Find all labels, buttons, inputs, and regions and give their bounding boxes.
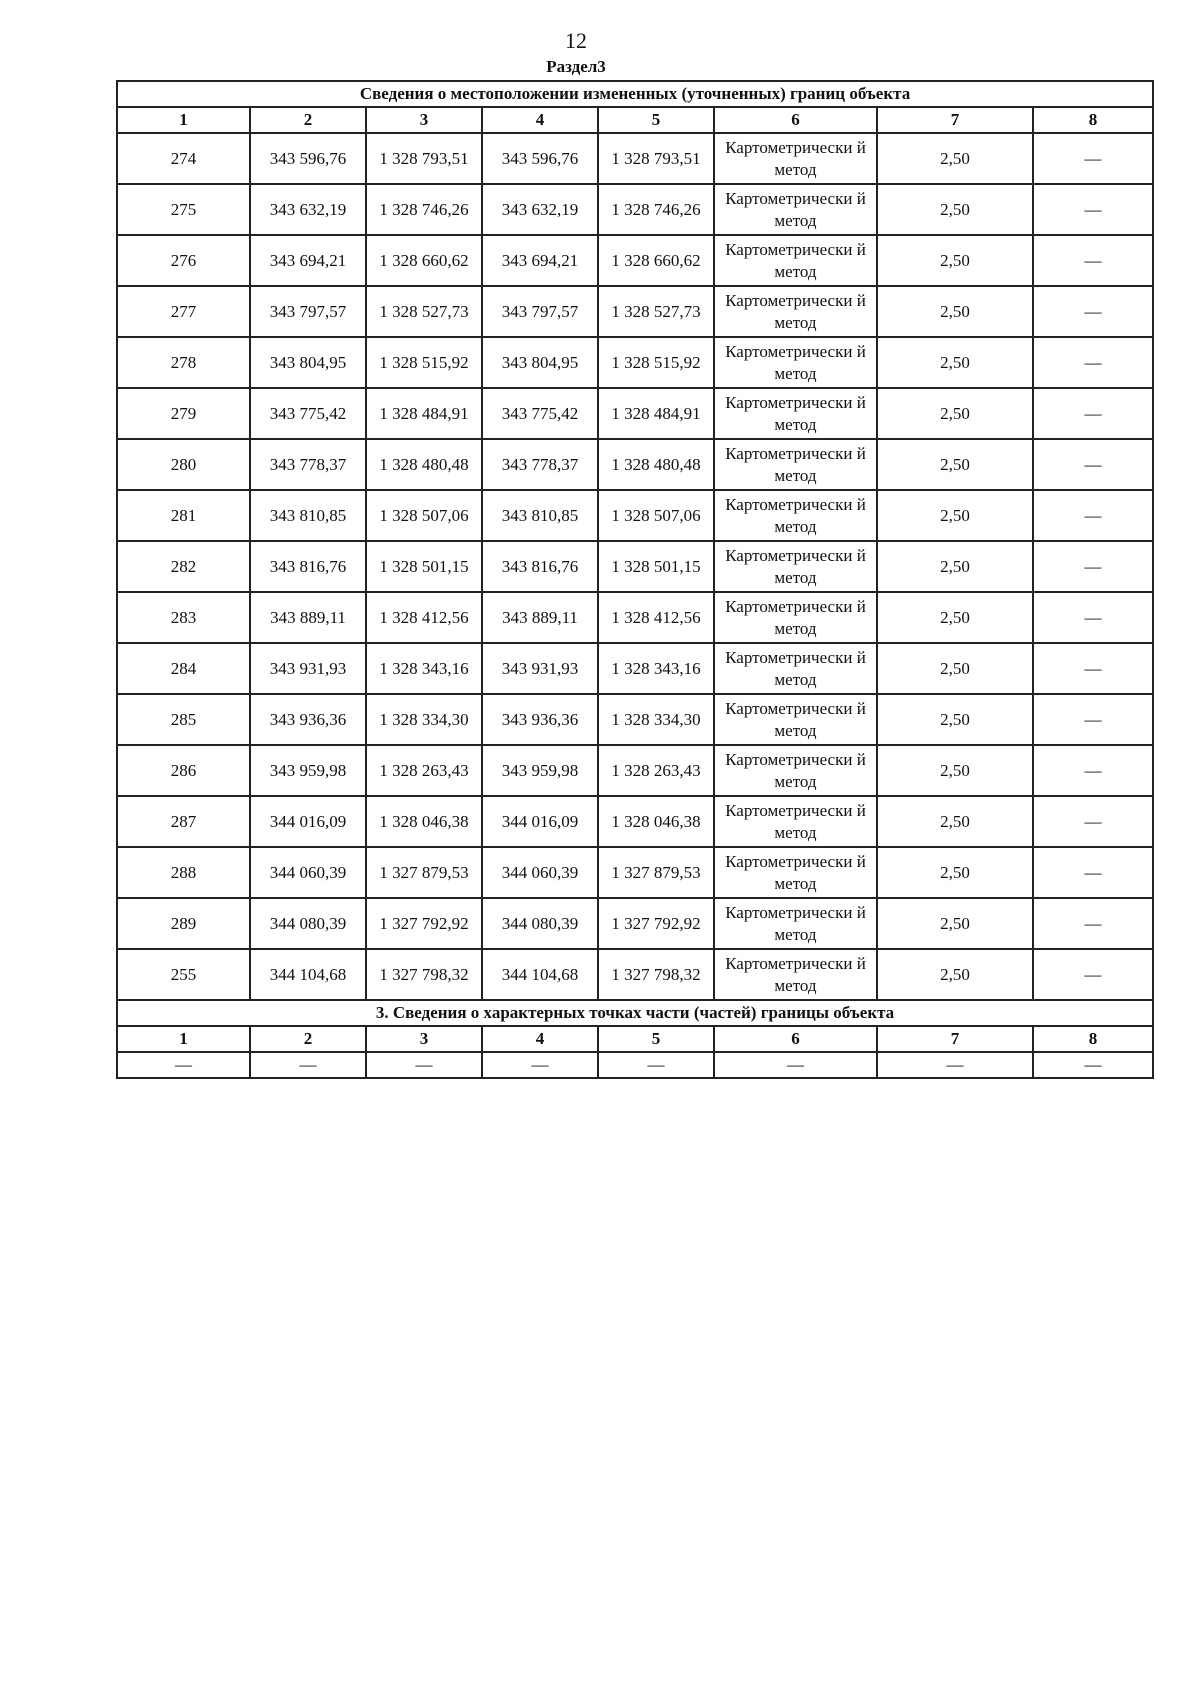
table-cell: 1 328 660,62: [366, 235, 482, 286]
table-cell: 344 016,09: [482, 796, 598, 847]
table-cell: —: [1033, 337, 1153, 388]
table-row: [117, 847, 1153, 898]
column-header: 6: [714, 107, 877, 133]
table-cell: —: [1033, 949, 1153, 1000]
table-cell: 343 797,57: [250, 286, 366, 337]
table-cell: 1 328 507,06: [598, 490, 714, 541]
table-cell: 343 804,95: [250, 337, 366, 388]
table-cell: 343 775,42: [482, 388, 598, 439]
table-cell: 343 959,98: [482, 745, 598, 796]
table-cell: —: [1033, 235, 1153, 286]
table-row: [117, 643, 1153, 694]
table-cell: Картометрически й метод: [714, 388, 877, 439]
table-cell: 2,50: [877, 847, 1033, 898]
table-cell: 1 327 798,32: [598, 949, 714, 1000]
table-cell: 2,50: [877, 337, 1033, 388]
table-cell: 1 327 792,92: [598, 898, 714, 949]
table-cell: Картометрически й метод: [714, 133, 877, 184]
table-cell: 1 327 798,32: [366, 949, 482, 1000]
column-header: 7: [877, 1026, 1033, 1052]
table-cell: 255: [117, 949, 250, 1000]
table-cell: 343 632,19: [250, 184, 366, 235]
column-header: 1: [117, 107, 250, 133]
table-cell: —: [1033, 592, 1153, 643]
table-cell: Картометрически й метод: [714, 949, 877, 1000]
table-cell: 2,50: [877, 235, 1033, 286]
table-cell: 343 810,85: [482, 490, 598, 541]
table-cell: —: [1033, 643, 1153, 694]
table-row: [117, 541, 1153, 592]
table-cell: —: [1033, 541, 1153, 592]
table-cell: 343 959,98: [250, 745, 366, 796]
table-row: [117, 439, 1153, 490]
table-cell: 282: [117, 541, 250, 592]
column-header: 4: [482, 107, 598, 133]
table-row: [117, 592, 1153, 643]
table-cell: 2,50: [877, 541, 1033, 592]
table-cell: —: [1033, 490, 1153, 541]
table2-caption-cell: 3. Сведения о характерных точках части (частей) границы объекта: [117, 1000, 1153, 1026]
table-cell: 288: [117, 847, 250, 898]
table-cell: 343 775,42: [250, 388, 366, 439]
table-row: [117, 133, 1153, 184]
table-cell: 281: [117, 490, 250, 541]
table-cell: —: [714, 1052, 877, 1078]
table-cell: Картометрически й метод: [714, 184, 877, 235]
column-header: 2: [250, 107, 366, 133]
table-cell: 278: [117, 337, 250, 388]
table-cell: —: [1033, 439, 1153, 490]
table-cell: Картометрически й метод: [714, 286, 877, 337]
table2-caption: [117, 1000, 1153, 1026]
table-cell: 1 328 793,51: [598, 133, 714, 184]
table-cell: Картометрически й метод: [714, 847, 877, 898]
table-cell: 275: [117, 184, 250, 235]
table-cell: 1 328 343,16: [598, 643, 714, 694]
table-cell: Картометрически й метод: [714, 592, 877, 643]
table-cell: —: [1033, 1052, 1153, 1078]
table-row: [117, 235, 1153, 286]
table-cell: Картометрически й метод: [714, 439, 877, 490]
table-cell: Картометрически й метод: [714, 694, 877, 745]
table-cell: 2,50: [877, 439, 1033, 490]
table-cell: 1 328 793,51: [366, 133, 482, 184]
section-title: Раздел3: [546, 57, 606, 76]
table-cell: 2,50: [877, 388, 1033, 439]
column-header: 5: [598, 107, 714, 133]
table-cell: —: [1033, 388, 1153, 439]
table-cell: 2,50: [877, 592, 1033, 643]
table-cell: 1 328 334,30: [366, 694, 482, 745]
table-row: [117, 388, 1153, 439]
column-header: 3: [366, 1026, 482, 1052]
column-header: 5: [598, 1026, 714, 1052]
table-row: [117, 796, 1153, 847]
table-cell: 284: [117, 643, 250, 694]
table-cell: 1 328 046,38: [598, 796, 714, 847]
table-cell: 2,50: [877, 133, 1033, 184]
table-cell: 343 797,57: [482, 286, 598, 337]
table-cell: 344 080,39: [482, 898, 598, 949]
table-cell: 289: [117, 898, 250, 949]
table-cell: Картометрически й метод: [714, 745, 877, 796]
table-cell: 1 328 480,48: [366, 439, 482, 490]
table-cell: 344 080,39: [250, 898, 366, 949]
table-cell: Картометрически й метод: [714, 337, 877, 388]
table-row: [117, 745, 1153, 796]
table-cell: Картометрически й метод: [714, 898, 877, 949]
table-cell: 343 804,95: [482, 337, 598, 388]
column-header: 6: [714, 1026, 877, 1052]
table-cell: 343 810,85: [250, 490, 366, 541]
table-cell: 2,50: [877, 745, 1033, 796]
table-cell: —: [1033, 898, 1153, 949]
table-cell: 280: [117, 439, 250, 490]
table-cell: 276: [117, 235, 250, 286]
table-cell: 1 327 792,92: [366, 898, 482, 949]
table-cell: 343 694,21: [482, 235, 598, 286]
table-cell: 343 778,37: [250, 439, 366, 490]
table-cell: —: [1033, 745, 1153, 796]
boundary-coordinates-table: [116, 80, 1154, 1079]
table1-caption: [117, 81, 1153, 107]
table-cell: Картометрически й метод: [714, 235, 877, 286]
column-header: 1: [117, 1026, 250, 1052]
table-cell: 343 931,93: [250, 643, 366, 694]
table-cell: —: [1033, 694, 1153, 745]
table-cell: 1 328 660,62: [598, 235, 714, 286]
column-header: 8: [1033, 107, 1153, 133]
table-row: [117, 184, 1153, 235]
table-cell: 343 632,19: [482, 184, 598, 235]
table-cell: 279: [117, 388, 250, 439]
table-cell: Картометрически й метод: [714, 796, 877, 847]
table-cell: 1 328 501,15: [366, 541, 482, 592]
table-cell: 1 328 484,91: [598, 388, 714, 439]
table-cell: 343 778,37: [482, 439, 598, 490]
table-row: [117, 898, 1153, 949]
table-cell: 1 328 263,43: [366, 745, 482, 796]
page-number: 12: [565, 28, 587, 53]
table-cell: 343 889,11: [250, 592, 366, 643]
table-cell: —: [250, 1052, 366, 1078]
table-cell: 2,50: [877, 694, 1033, 745]
table-cell: 2,50: [877, 898, 1033, 949]
table-row: [117, 949, 1153, 1000]
table-cell: 1 328 046,38: [366, 796, 482, 847]
table-cell: 277: [117, 286, 250, 337]
column-header: 8: [1033, 1026, 1153, 1052]
table-cell: 1 328 515,92: [366, 337, 482, 388]
table-row: [117, 286, 1153, 337]
table-cell: 1 328 515,92: [598, 337, 714, 388]
table2-column-headers: [117, 1026, 1153, 1052]
table-cell: 344 104,68: [482, 949, 598, 1000]
column-header: 4: [482, 1026, 598, 1052]
table-cell: 343 936,36: [482, 694, 598, 745]
column-header: 2: [250, 1026, 366, 1052]
table-cell: 1 327 879,53: [598, 847, 714, 898]
table-cell: 344 016,09: [250, 796, 366, 847]
table-row: [117, 490, 1153, 541]
table-cell: 2,50: [877, 184, 1033, 235]
table-body: [117, 81, 1153, 1078]
table-cell: 1 328 746,26: [366, 184, 482, 235]
table-cell: 343 889,11: [482, 592, 598, 643]
table-cell: 1 328 507,06: [366, 490, 482, 541]
table-cell: 2,50: [877, 490, 1033, 541]
table-cell: 343 816,76: [250, 541, 366, 592]
table-cell: 285: [117, 694, 250, 745]
table-cell: 344 060,39: [482, 847, 598, 898]
table-cell: —: [117, 1052, 250, 1078]
table-cell: 1 328 263,43: [598, 745, 714, 796]
table-cell: 2,50: [877, 949, 1033, 1000]
table-cell: 343 816,76: [482, 541, 598, 592]
table-cell: 1 328 527,73: [598, 286, 714, 337]
table-cell: 343 931,93: [482, 643, 598, 694]
table-cell: 1 328 412,56: [598, 592, 714, 643]
table-cell: 2,50: [877, 643, 1033, 694]
table-cell: 1 328 412,56: [366, 592, 482, 643]
table-cell: —: [1033, 286, 1153, 337]
table-row: [117, 337, 1153, 388]
table-cell: 343 936,36: [250, 694, 366, 745]
table-cell: 1 328 527,73: [366, 286, 482, 337]
table-cell: 2,50: [877, 286, 1033, 337]
table-row: [117, 1052, 1153, 1078]
table-cell: 343 596,76: [482, 133, 598, 184]
table-cell: —: [1033, 847, 1153, 898]
table-cell: 343 694,21: [250, 235, 366, 286]
table-cell: 343 596,76: [250, 133, 366, 184]
table-cell: 1 327 879,53: [366, 847, 482, 898]
table-cell: 286: [117, 745, 250, 796]
table-row: [117, 694, 1153, 745]
table1-caption-cell: Сведения о местоположении измененных (уточненных) границ объекта: [117, 81, 1153, 107]
table-cell: 344 104,68: [250, 949, 366, 1000]
table-cell: 1 328 480,48: [598, 439, 714, 490]
table-cell: —: [1033, 133, 1153, 184]
table-cell: —: [598, 1052, 714, 1078]
table-cell: 1 328 484,91: [366, 388, 482, 439]
table-cell: 287: [117, 796, 250, 847]
table-cell: —: [1033, 796, 1153, 847]
table-cell: 344 060,39: [250, 847, 366, 898]
table-cell: 1 328 343,16: [366, 643, 482, 694]
table-cell: Картометрически й метод: [714, 643, 877, 694]
table-cell: 274: [117, 133, 250, 184]
table-cell: 1 328 501,15: [598, 541, 714, 592]
table-cell: —: [366, 1052, 482, 1078]
table-cell: Картометрически й метод: [714, 490, 877, 541]
table1-column-headers: [117, 107, 1153, 133]
column-header: 7: [877, 107, 1033, 133]
table-cell: 2,50: [877, 796, 1033, 847]
table-cell: Картометрически й метод: [714, 541, 877, 592]
column-header: 3: [366, 107, 482, 133]
table-cell: —: [482, 1052, 598, 1078]
table-cell: —: [877, 1052, 1033, 1078]
table-cell: 1 328 334,30: [598, 694, 714, 745]
table-cell: 283: [117, 592, 250, 643]
table-cell: —: [1033, 184, 1153, 235]
table-cell: 1 328 746,26: [598, 184, 714, 235]
